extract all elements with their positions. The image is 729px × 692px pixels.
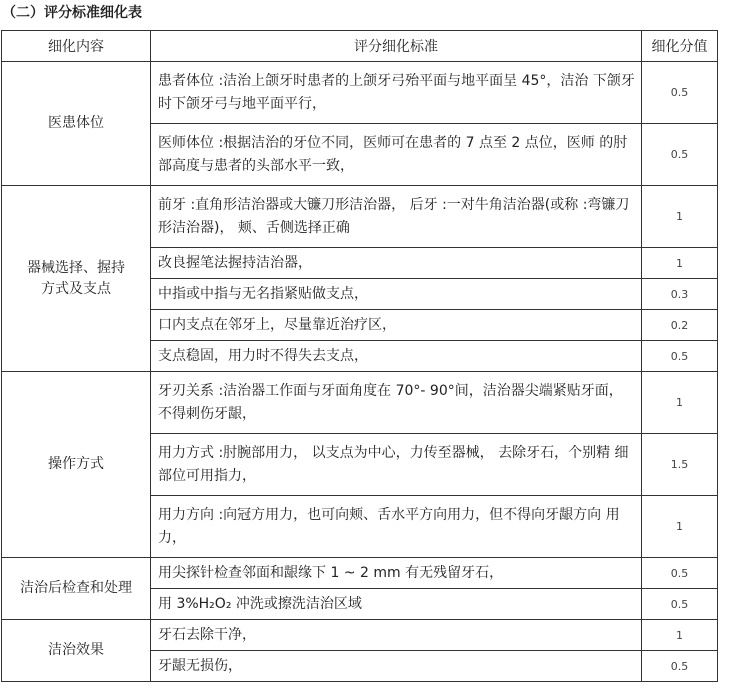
- category-cell: [2, 372, 151, 558]
- score-cell: 1: [642, 496, 718, 558]
- table-header-row: [2, 31, 718, 62]
- standard-cell: 用力方式 :肘腕部用力， 以支点为中心，力传至器械， 去除牙石，个别精 细部位可用指力，: [151, 434, 642, 496]
- score-cell: 0.2: [642, 310, 718, 341]
- table-row: [2, 558, 718, 589]
- score-cell: 0.5: [642, 124, 718, 186]
- category-label: 洁治效果: [48, 642, 104, 658]
- score-cell: 1: [642, 248, 718, 279]
- standard-cell: 支点稳固，用力时不得失去支点，: [151, 341, 642, 372]
- category-label: 洁治后检查和处理: [20, 580, 132, 596]
- standard-cell: 改良握笔法握持洁治器，: [151, 248, 642, 279]
- standard-cell: 牙龈无损伤，: [151, 651, 642, 682]
- scoring-table: [1, 30, 718, 682]
- score-cell: 1: [642, 372, 718, 434]
- category-cell: [2, 558, 151, 620]
- standard-cell: 用力方向 :向冠方用力，也可向颊、舌水平方向用力，但不得向牙龈方向 用力，: [151, 496, 642, 558]
- category-label: 器械选择、握持方式及支点: [27, 259, 125, 297]
- table-row: [2, 372, 718, 434]
- score-cell: 0.3: [642, 279, 718, 310]
- category-cell: [2, 620, 151, 682]
- score-cell: 0.5: [642, 589, 718, 620]
- category-cell: [2, 62, 151, 186]
- standard-cell: 患者体位 :洁治上颌牙时患者的上颌牙弓殆平面与地平面呈 45°，洁治 下颌牙时下颌牙弓与地平面平行，: [151, 62, 642, 124]
- standard-cell: 用尖探针检查邻面和龈缘下 1 ~ 2 mm 有无残留牙石，: [151, 558, 642, 589]
- score-cell: 1.5: [642, 434, 718, 496]
- score-cell: 0.5: [642, 651, 718, 682]
- category-label: 医患体位: [48, 115, 104, 131]
- standard-cell: 口内支点在邻牙上，尽量靠近治疗区，: [151, 310, 642, 341]
- standard-cell: 牙石去除干净，: [151, 620, 642, 651]
- standard-cell: 用 3%H₂O₂ 冲洗或擦洗洁治区域: [151, 589, 642, 620]
- standard-cell: 前牙 :直角形洁治器或大镰刀形洁治器， 后牙 :一对牛角洁治器(或称 :弯镰刀形洁治器)， 颊、舌侧选择正确: [151, 186, 642, 248]
- score-cell: 0.5: [642, 62, 718, 124]
- table-row: [2, 62, 718, 124]
- header-category: 细化内容: [2, 31, 151, 62]
- category-cell: [2, 186, 151, 372]
- score-cell: 0.5: [642, 558, 718, 589]
- category-label: 操作方式: [48, 456, 104, 472]
- score-cell: 1: [642, 620, 718, 651]
- table-row: [2, 186, 718, 248]
- score-cell: 0.5: [642, 341, 718, 372]
- document-title: （二）评分标准细化表: [2, 5, 142, 21]
- standard-cell: 牙刃关系 :洁治器工作面与牙面角度在 70°- 90°间，洁治器尖端紧贴牙面，不得刺伤牙龈，: [151, 372, 642, 434]
- table-row: [2, 620, 718, 651]
- header-score: 细化分值: [642, 31, 718, 62]
- standard-cell: 医师体位 :根据洁治的牙位不同，医师可在患者的 7 点至 2 点位，医师 的肘部高度与患者的头部水平一致，: [151, 124, 642, 186]
- score-cell: 1: [642, 186, 718, 248]
- header-standard: 评分细化标准: [151, 31, 642, 62]
- standard-cell: 中指或中指与无名指紧贴做支点，: [151, 279, 642, 310]
